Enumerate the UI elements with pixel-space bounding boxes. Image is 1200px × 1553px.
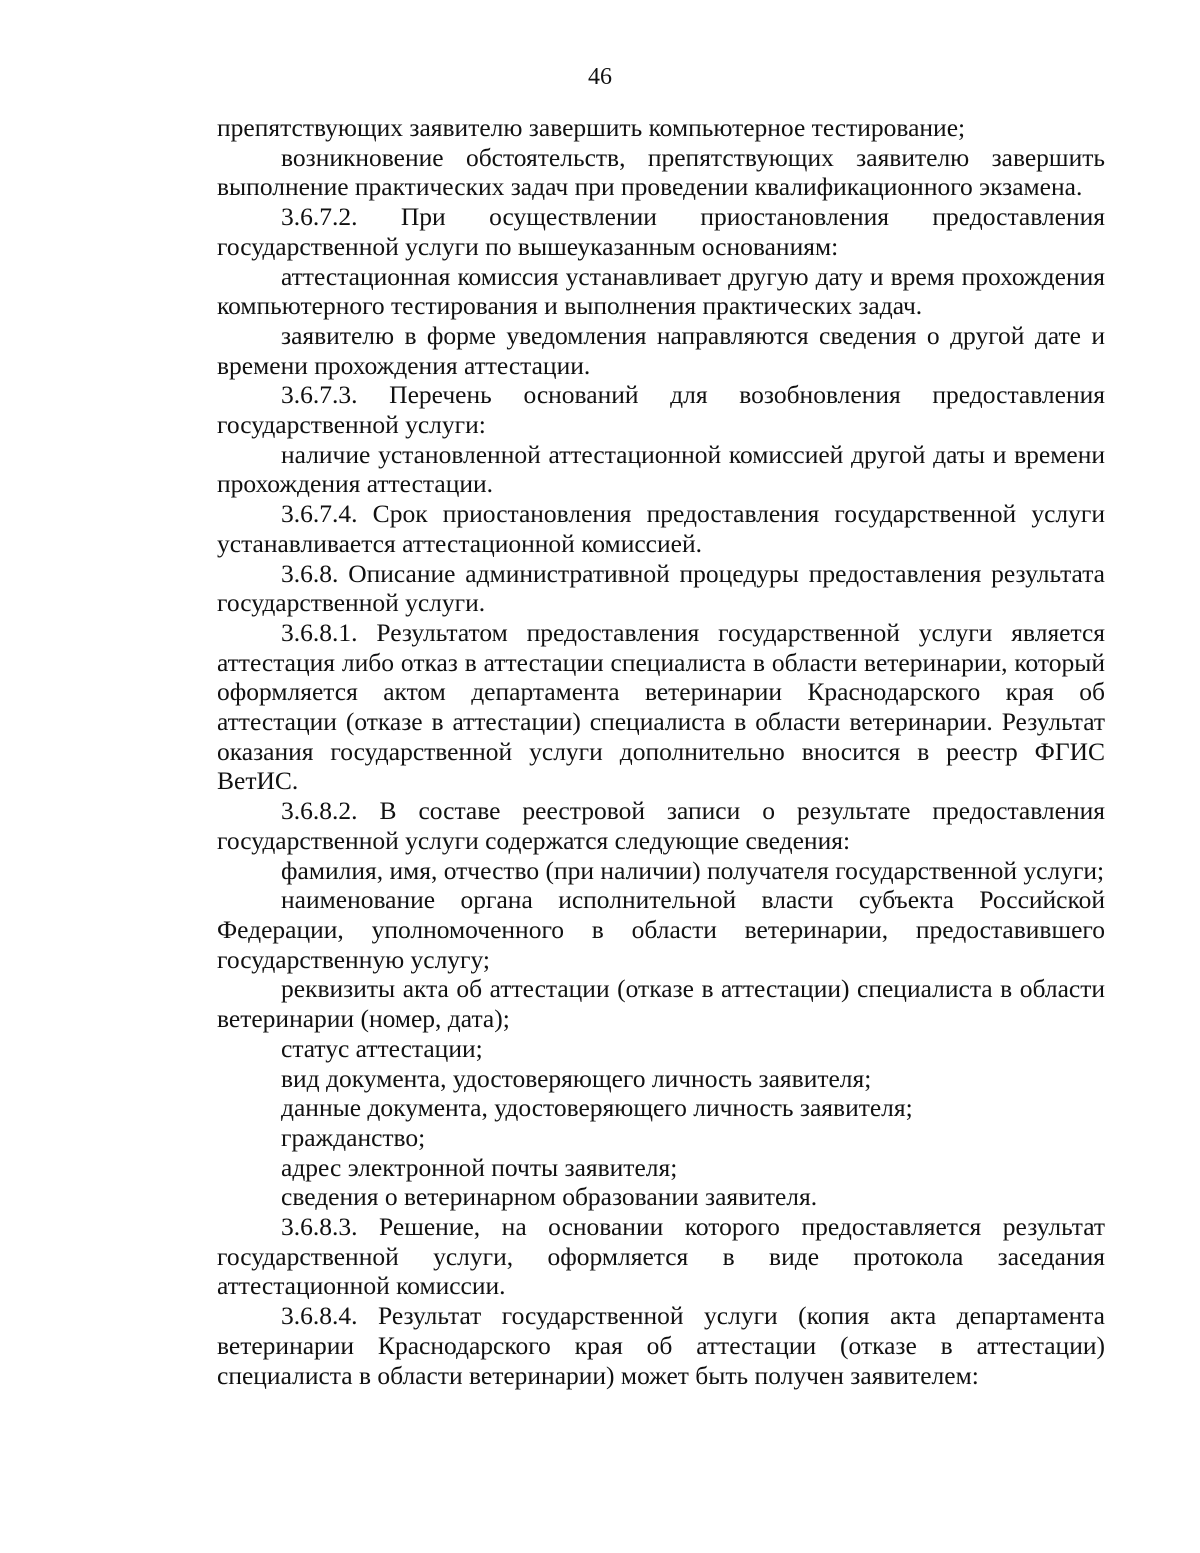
list-item: вид документа, удостоверяющего личность заявителя;	[281, 1063, 872, 1093]
paragraph: 3.6.8.3. Решение, на основании которого предоставляется результат государственной услуги, оформляется в виде протокола заседания аттестационной комиссии.	[217, 1212, 1105, 1301]
paragraph: 3.6.7.2. При осуществлении приостановления предоставления государственной услуги по вышеуказанным основаниям:	[217, 202, 1105, 261]
paragraph: заявителю в форме уведомления направляются сведения о другой дате и времени прохождения аттестации.	[217, 320, 1105, 380]
list-item: адрес электронной почты заявителя;	[281, 1152, 678, 1182]
list-item: данные документа, удостоверяющего личность заявителя;	[281, 1093, 913, 1123]
paragraph: наличие установленной аттестационной комиссией другой даты и времени прохождения аттестации.	[217, 439, 1105, 499]
paragraph: 3.6.8. Описание административной процедуры предоставления результата государственной услуги.	[217, 558, 1105, 618]
paragraph: 3.6.8.2. В составе реестровой записи о результате предоставления государственной услуги содержатся следующие сведения:	[217, 796, 1105, 855]
paragraph: 3.6.8.4. Результат государственной услуги (копия акта департамента ветеринарии Краснодарского края об аттестации (отказе в аттестации) специалиста в области ветеринарии) может быть получен заявителем:	[217, 1301, 1105, 1390]
paragraph: наименование органа исполнительной власти субъекта Российской Федерации, уполномоченного в области ветеринарии, предоставившего государственную услугу;	[217, 885, 1105, 974]
paragraph: 3.6.8.1. Результатом предоставления государственной услуги является аттестация либо отказ в аттестации специалиста в области ветеринарии, который оформляется актом департамента ветеринарии Краснодарского края об аттестации (отказе в аттестации) специалиста в области ветеринарии. Результат оказания государственной услуги дополнительно вносится в реестр ФГИС ВетИС.	[217, 617, 1105, 796]
paragraph: фамилия, имя, отчество (при наличии) получателя государственной услуги;	[281, 855, 1105, 885]
list-item: гражданство;	[281, 1122, 426, 1152]
list-item: статус аттестации;	[281, 1033, 483, 1063]
paragraph: возникновение обстоятельств, препятствующих заявителю завершить выполнение практических задач при проведении квалификационного экзамена.	[217, 142, 1105, 202]
paragraph: 3.6.7.4. Срок приостановления предоставления государственной услуги устанавливается аттестационной комиссией.	[217, 499, 1105, 558]
page-number: 46	[588, 64, 612, 90]
paragraph: аттестационная комиссия устанавливает другую дату и время прохождения компьютерного тестирования и выполнения практических задач.	[217, 261, 1105, 321]
list-item: сведения о ветеринарном образовании заявителя.	[281, 1182, 818, 1212]
paragraph: 3.6.7.3. Перечень оснований для возобновления предоставления государственной услуги:	[217, 380, 1105, 440]
paragraph: реквизиты акта об аттестации (отказе в аттестации) специалиста в области ветеринарии (номер, дата);	[217, 974, 1105, 1034]
document-body	[217, 113, 1105, 1390]
paragraph: препятствующих заявителю завершить компьютерное тестирование;	[217, 113, 966, 142]
